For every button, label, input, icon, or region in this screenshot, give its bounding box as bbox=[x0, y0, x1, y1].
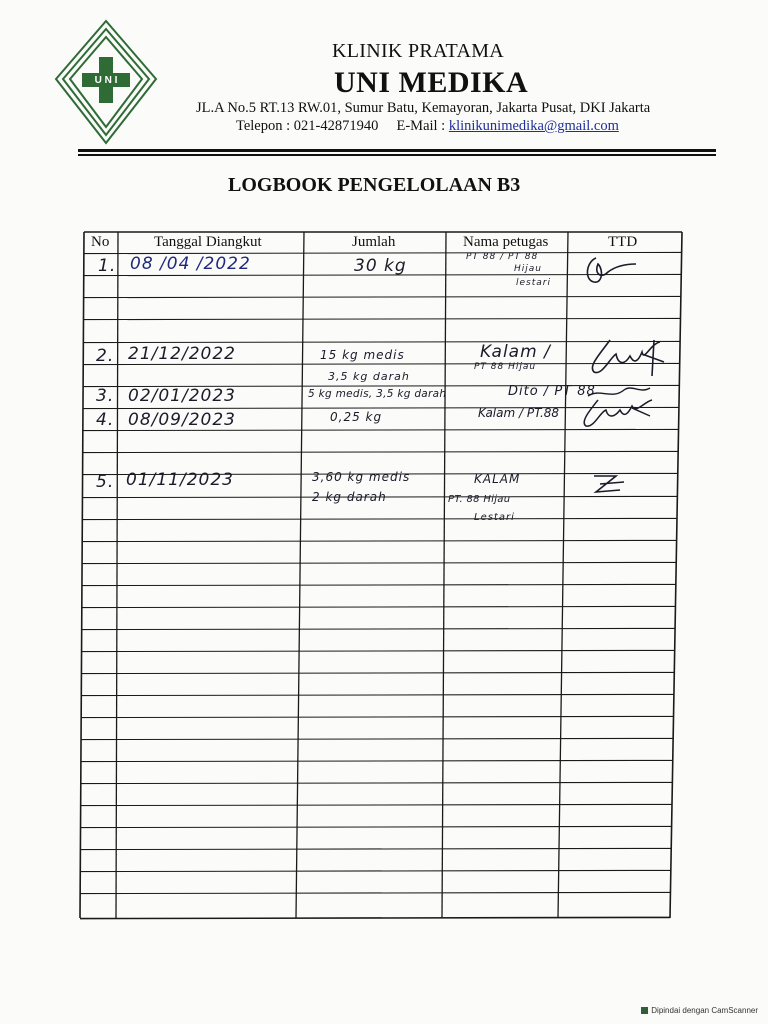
table-row-line bbox=[81, 738, 673, 739]
row-amount: 2 kg darah bbox=[312, 490, 387, 504]
row-amount: 5 kg medis, 3,5 kg darah bbox=[308, 388, 447, 400]
row-amount: 30 kg bbox=[354, 256, 407, 276]
table-row-line bbox=[82, 584, 676, 585]
row-no: 3. bbox=[96, 386, 115, 406]
row-no: 5. bbox=[96, 472, 115, 492]
table-border-right bbox=[670, 232, 682, 918]
col-header-signature: TTD bbox=[608, 234, 638, 250]
table-row-line bbox=[81, 804, 672, 805]
signature bbox=[580, 336, 668, 380]
table-row-line bbox=[81, 672, 674, 673]
table-row-line bbox=[82, 606, 676, 607]
row-amount: 3,60 kg medis bbox=[312, 470, 411, 484]
clinic-name: UNI MEDIKA bbox=[334, 66, 529, 99]
col-header-date: Tanggal Diangkut bbox=[154, 234, 262, 250]
row-no: 4. bbox=[96, 410, 115, 430]
signature bbox=[576, 396, 656, 430]
row-officer: lestari bbox=[516, 278, 551, 288]
table-column-line bbox=[558, 232, 568, 918]
row-amount: 3,5 kg darah bbox=[328, 370, 410, 383]
document-title: LOGBOOK PENGELOLAAN B3 bbox=[228, 174, 521, 196]
clinic-type: KLINIK PRATAMA bbox=[332, 40, 505, 62]
col-header-amount: Jumlah bbox=[352, 234, 396, 250]
col-header-officer: Nama petugas bbox=[463, 234, 549, 250]
row-date: 08/09/2023 bbox=[128, 410, 236, 430]
row-officer: PT 88 Hijau bbox=[474, 362, 537, 372]
row-date: 01/11/2023 bbox=[126, 470, 234, 490]
table-row-line bbox=[80, 848, 671, 849]
table-column-line bbox=[116, 232, 118, 918]
table-row-line bbox=[83, 451, 678, 452]
table-row-line bbox=[80, 892, 670, 893]
table-row-line bbox=[80, 870, 671, 871]
table-row-line bbox=[82, 650, 675, 651]
phone: Telepon : 021-42871940 bbox=[236, 118, 379, 134]
row-officer: Dito / PT 88 bbox=[508, 384, 596, 399]
table-row-line bbox=[81, 694, 674, 695]
clinic-address: JL.A No.5 RT.13 RW.01, Sumur Batu, Kemayoran, Jakarta Pusat, DKI Jakarta bbox=[196, 100, 651, 116]
table-row-line bbox=[83, 318, 680, 319]
signature bbox=[590, 470, 630, 496]
signature bbox=[582, 250, 642, 288]
table-row-line bbox=[84, 296, 681, 297]
table-column-line bbox=[296, 232, 304, 918]
row-officer: Lestari bbox=[474, 512, 515, 523]
scanner-watermark: Dipindai dengan CamScanner bbox=[641, 1006, 758, 1015]
email-label: E-Mail : bbox=[396, 118, 446, 134]
table-column-line bbox=[442, 232, 446, 918]
table-row-line bbox=[82, 518, 677, 519]
row-officer: PT 88 / PT 88 bbox=[466, 252, 539, 262]
table-row-line bbox=[81, 826, 672, 827]
row-officer: KALAM bbox=[474, 472, 521, 486]
row-date: 02/01/2023 bbox=[128, 386, 236, 406]
table-row-line bbox=[81, 782, 673, 783]
row-officer: Hijau bbox=[514, 264, 542, 274]
table-border-left bbox=[80, 232, 84, 918]
table-row-line bbox=[81, 716, 673, 717]
row-amount: 15 kg medis bbox=[320, 348, 405, 362]
camscanner-icon bbox=[641, 1007, 648, 1014]
email-link[interactable]: klinikunimedika@gmail.com bbox=[448, 118, 619, 134]
table-row-line bbox=[80, 917, 670, 918]
row-officer: Kalam / PT.88 bbox=[478, 406, 560, 420]
row-date: 08 /04 /2022 bbox=[130, 254, 251, 274]
row-no: 2. bbox=[96, 346, 115, 366]
table-row-line bbox=[82, 628, 675, 629]
table-row-line bbox=[82, 540, 676, 541]
table-row-line bbox=[82, 562, 676, 563]
row-officer: Kalam / bbox=[480, 342, 551, 362]
table-row-line bbox=[81, 760, 673, 761]
row-officer: PT. 88 Hijau bbox=[448, 494, 511, 505]
row-date: 21/12/2022 bbox=[128, 344, 236, 364]
row-no: 1. bbox=[98, 256, 117, 276]
logo-text: U N I bbox=[94, 75, 118, 86]
col-header-no: No bbox=[91, 234, 110, 250]
row-amount: 0,25 kg bbox=[330, 410, 383, 424]
